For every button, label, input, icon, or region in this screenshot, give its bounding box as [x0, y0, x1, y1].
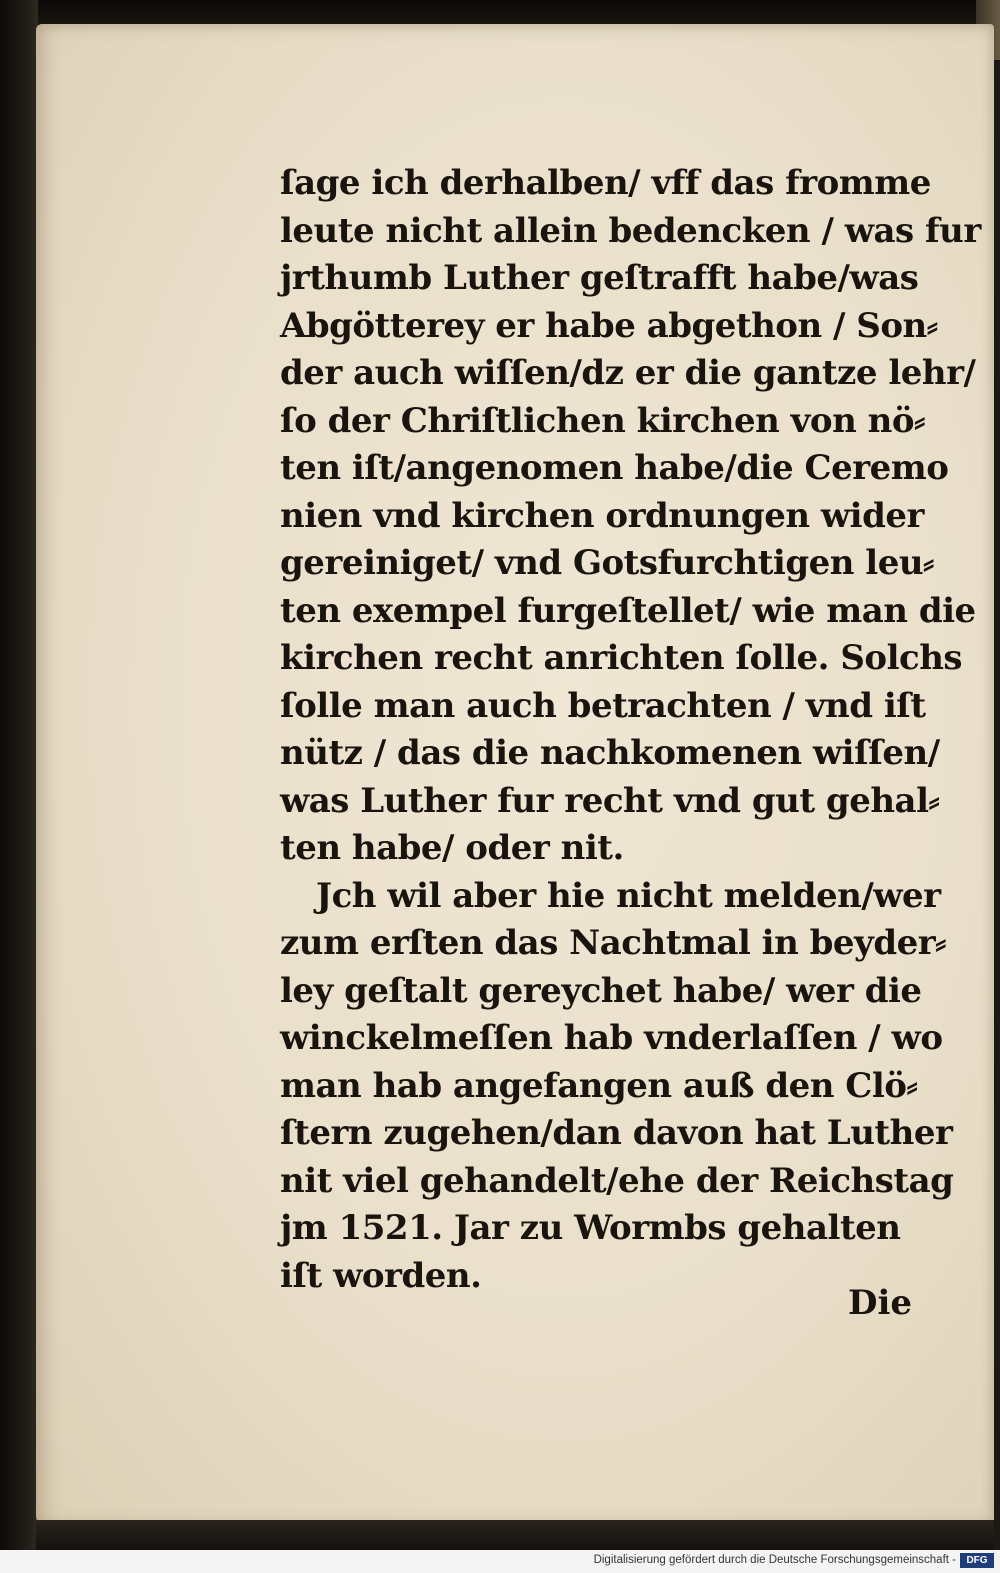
dfg-logo-badge: DFG	[960, 1553, 994, 1568]
text-line: ten iſt/angenomen habe/die Ceremo	[280, 448, 949, 488]
text-line: was Luther fur recht vnd gut gehal⸗	[280, 780, 940, 821]
text-line: leute nicht allein bedencken / was fur	[280, 210, 981, 251]
catchword: Die	[848, 1283, 913, 1323]
funding-credit: Digitalisierung gefördert durch die Deutsche Forschungsgemeinschaft -	[593, 1554, 956, 1566]
text-line: nien vnd kirchen ordnungen wider	[280, 495, 924, 536]
text-line: der auch wiſſen/dz er die gantze lehr/	[280, 353, 976, 393]
text-line: man hab angefangen auß den Clö⸗	[280, 1065, 918, 1106]
text-line: ſolle man auch betrachten / vnd iſt	[280, 685, 926, 726]
scan-left-border	[0, 0, 38, 1573]
text-line: kirchen recht anrichten ſolle. Solchs	[280, 638, 963, 678]
text-line: gereiniget/ vnd Gotsfurchtigen leu⸗	[280, 543, 934, 583]
text-line: winckelmeſſen hab vnderlaſſen / wo	[280, 1018, 943, 1058]
text-line: ſo der Chriſtlichen kirchen von nö⸗	[280, 400, 925, 441]
text-line: jm 1521. Jar zu Wormbs gehalten	[280, 1208, 901, 1248]
text-line: jrthumb Luther geſtrafft habe/was	[280, 258, 919, 298]
text-line: ten habe/ oder nit.	[280, 828, 624, 868]
text-line: ſtern zugehen/dan davon hat Luther	[280, 1113, 953, 1153]
page-bottom-shadow	[36, 1520, 994, 1550]
text-line: Abgötterey er habe abgethon / Son⸗	[280, 305, 938, 346]
page-text-block	[280, 160, 981, 1300]
text-line: ley geſtalt gereychet habe/ wer die	[280, 970, 922, 1011]
text-line: ten exempel furgeſtellet/ wie man die	[280, 590, 976, 631]
text-line: ſage ich derhalben/ vff das fromme	[280, 163, 931, 203]
paragraph-start-line: Jch wil aber hie nicht melden/wer	[316, 875, 941, 916]
text-line: zum erſten das Nachtmal in beyder⸗	[280, 923, 946, 963]
text-line: nit viel gehandelt/ehe der Reichstag	[280, 1160, 954, 1201]
text-line: iſt worden.	[280, 1255, 482, 1296]
text-line: nütz / das die nachkomenen wiſſen/	[280, 733, 940, 773]
